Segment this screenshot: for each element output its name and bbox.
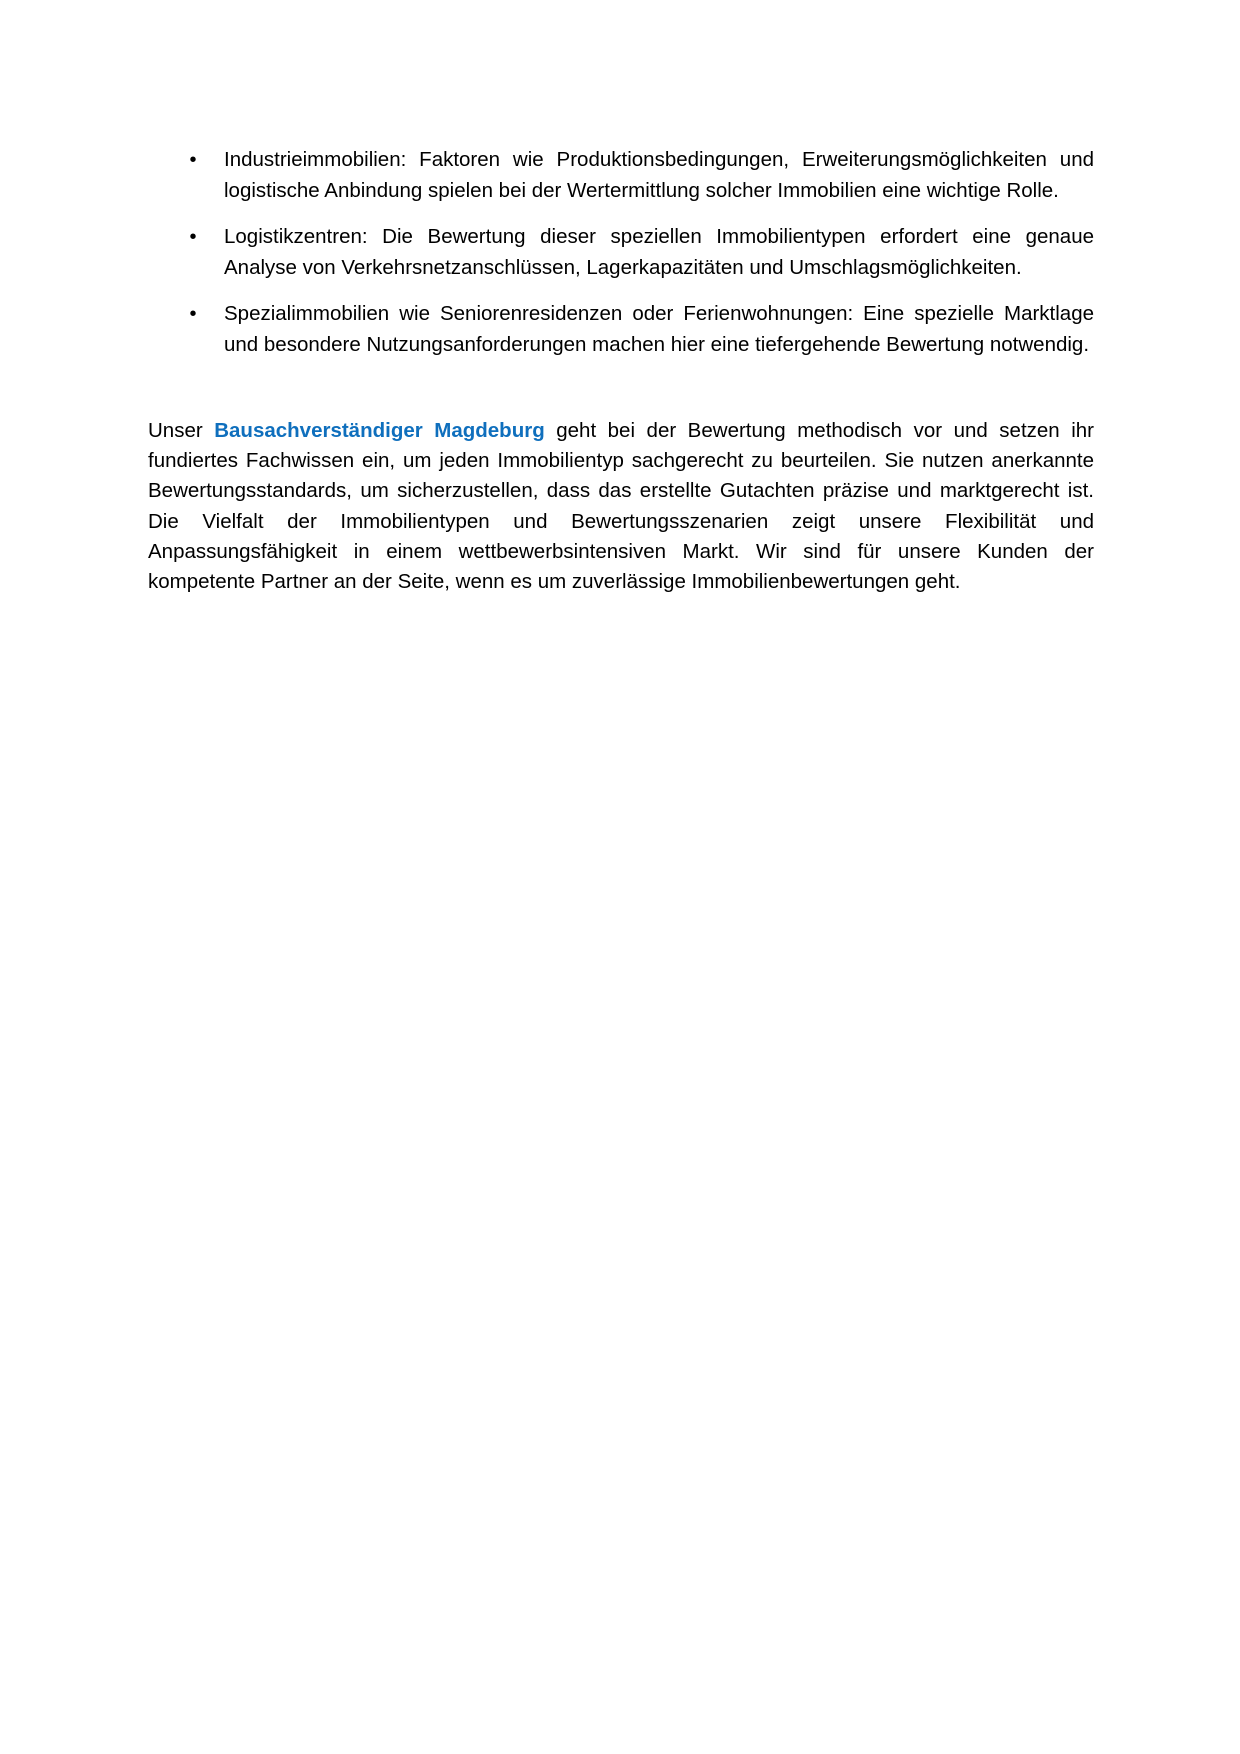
bullet-icon: • — [189, 303, 197, 325]
list-item-text: Industrieimmobilien: Faktoren wie Produktionsbedingungen, Erweiterungsmöglichkeiten und logistische Anbindung spielen bei der Wertermittlung solcher Immobilien eine wichtige Rolle. — [224, 148, 1094, 202]
paragraph-prefix: Unser — [148, 419, 215, 442]
list-item — [148, 222, 1094, 283]
bullet-list — [148, 145, 1094, 360]
body-paragraph — [148, 416, 1094, 597]
document-page — [148, 145, 1094, 618]
bullet-icon: • — [189, 226, 197, 248]
list-item — [148, 145, 1094, 206]
list-item-text: Spezialimmobilien wie Seniorenresidenzen oder Ferienwohnungen: Eine spezielle Marktlage und besondere Nutzungsanforderungen machen hier eine tiefergehende Bewertung notwendig. — [224, 302, 1094, 356]
bausachverstaendiger-link[interactable]: Bausachverständiger Magdeburg — [214, 419, 545, 442]
list-item — [148, 299, 1094, 360]
bullet-icon: • — [189, 149, 197, 171]
paragraph-text: geht bei der Bewertung methodisch vor und setzen ihr fundiertes Fachwissen ein, um jeden Immobilientyp sachgerecht zu beurteilen. Sie nutzen anerkannte Bewertungsstandards, um sicherzustellen, dass das erstellte Gutachten präzise und marktgerecht ist. Die Vielfalt der Immobilientypen und Bewertungsszenarien zeigt unsere Flexibilität und Anpassungsfähigkeit in einem wettbewerbsintensiven Markt. Wir sind für unsere Kunden der kompetente Partner an der Seite, wenn es um zuverlässige Immobilienbewertungen geht. — [148, 419, 1094, 594]
list-item-text: Logistikzentren: Die Bewertung dieser speziellen Immobilientypen erfordert eine genaue Analyse von Verkehrsnetzanschlüssen, Lagerkapazitäten und Umschlagsmöglichkeiten. — [224, 225, 1094, 279]
